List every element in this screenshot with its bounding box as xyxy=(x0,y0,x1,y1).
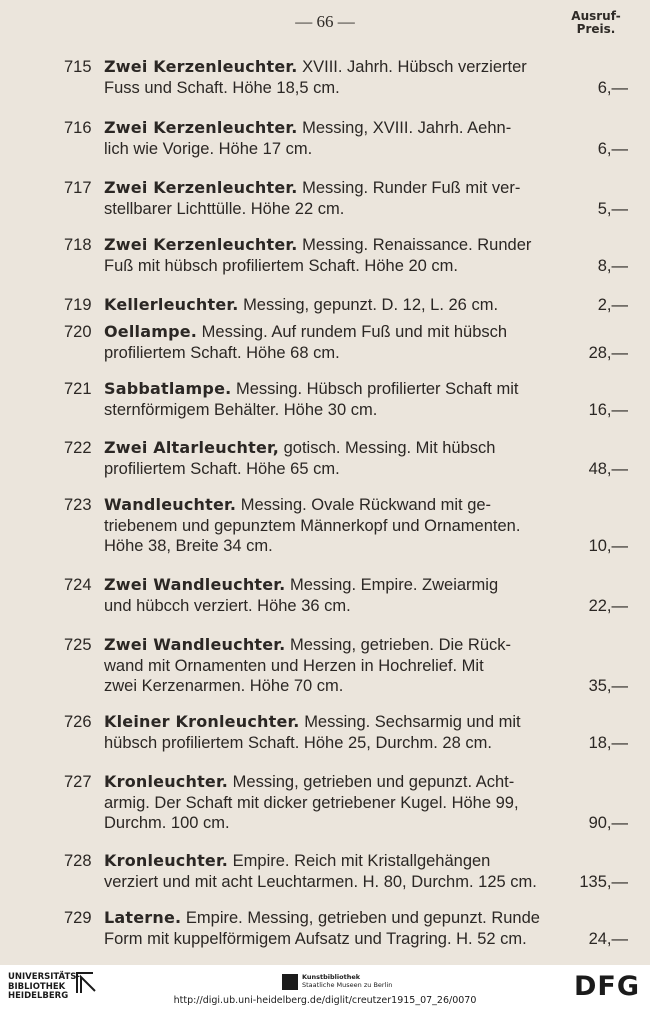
page-header xyxy=(0,10,650,50)
entry-title: Kellerleuchter. xyxy=(104,295,239,314)
entry-price: 35,— xyxy=(588,677,628,695)
entry-text-line: Fuss und Schaft. Höhe 18,5 cm. xyxy=(104,78,340,97)
kunstbibliothek-logo-icon xyxy=(282,974,298,990)
entry-title: Zwei Kerzenleuchter. xyxy=(104,118,298,137)
entry-price: 8,— xyxy=(597,256,628,275)
entry-price: 28,— xyxy=(588,343,628,362)
entry-number: 720 xyxy=(64,323,92,341)
entry-text-line: Empire. Messing, getrieben und gepunzt. Runde xyxy=(185,909,540,927)
entry-title: Oellampe. xyxy=(104,322,198,341)
entry-text-line: Höhe 38, Breite 34 cm. xyxy=(104,537,273,555)
entry-text-line: Messing. Runder Fuß mit ver- xyxy=(302,179,521,197)
entry-title: Zwei Kerzenleuchter. xyxy=(104,57,298,76)
entry-number: 727 xyxy=(64,773,92,791)
entry-title: Zwei Wandleuchter. xyxy=(104,635,286,654)
entry-description xyxy=(104,495,586,557)
entry-title: Wandleuchter. xyxy=(104,495,237,514)
entry-number: 726 xyxy=(64,713,92,731)
entry-description xyxy=(104,322,586,363)
entry-text-line: Messing, XVIII. Jahrh. Aehn- xyxy=(302,119,512,137)
entry-text-line: Messing. Sechsarmig und mit xyxy=(304,713,521,731)
entry-text-line: Messing, getrieben. Die Rück- xyxy=(290,636,512,654)
entry-text-line: profiliertem Schaft. Höhe 65 cm. xyxy=(104,459,340,478)
kunstbibliothek-label: Kunstbibliothek Staatliche Museen zu Berlin xyxy=(302,973,393,989)
entry-text-line: profiliertem Schaft. Höhe 68 cm. xyxy=(104,343,340,362)
entry-price: 10,— xyxy=(588,537,628,555)
entry-price: 6,— xyxy=(597,78,628,97)
entry-price: 18,— xyxy=(588,733,628,752)
entry-number: 721 xyxy=(64,380,92,398)
entry-price: 90,— xyxy=(588,814,628,832)
dfg-logo: DFG xyxy=(573,971,640,1002)
entry-description xyxy=(104,908,586,949)
entry-number: 722 xyxy=(64,439,92,457)
entry-text-line: lich wie Vorige. Höhe 17 cm. xyxy=(104,139,313,158)
entry-text-line: und hübcch verziert. Höhe 36 cm. xyxy=(104,596,351,615)
entry-number: 728 xyxy=(64,852,92,870)
entry-text-line: triebenem und gepunztem Männerkopf und Ornamenten. xyxy=(104,516,521,535)
entry-price: 2,— xyxy=(597,296,628,314)
entry-description xyxy=(104,295,586,316)
entry-number: 716 xyxy=(64,119,92,137)
entry-text-line: verziert und mit acht Leuchtarmen. H. 80, Durchm. 125 cm. xyxy=(104,872,537,891)
entry-text-line: hübsch profiliertem Schaft. Höhe 25, Durchm. 28 cm. xyxy=(104,733,492,752)
entry-number: 718 xyxy=(64,236,92,254)
entry-price: 48,— xyxy=(588,459,628,478)
entry-title: Laterne. xyxy=(104,908,182,927)
entry-number: 717 xyxy=(64,179,92,197)
entry-description xyxy=(104,57,586,98)
entry-description xyxy=(104,772,586,834)
entry-text-line: XVIII. Jahrh. Hübsch verzierter xyxy=(302,58,527,76)
entry-text-line: Messing, getrieben und gepunzt. Acht- xyxy=(232,773,515,791)
entry-title: Kronleuchter. xyxy=(104,851,229,870)
entry-price: 22,— xyxy=(588,596,628,615)
entry-title: Zwei Wandleuchter. xyxy=(104,575,286,594)
entry-description xyxy=(104,851,586,892)
entry-text-line: zwei Kerzenarmen. Höhe 70 cm. xyxy=(104,677,344,695)
entry-text-line: Empire. Reich mit Kristallgehängen xyxy=(232,852,491,870)
heidelberg-library-logo: UNIVERSITÄTS- BIBLIOTHEK HEIDELBERG xyxy=(8,972,80,1001)
entry-text-line: stellbarer Lichttülle. Höhe 22 cm. xyxy=(104,199,345,218)
entry-text-line: Messing, gepunzt. D. 12, L. 26 cm. xyxy=(243,296,499,314)
entry-text-line: Messing. Auf rundem Fuß und mit hübsch xyxy=(201,323,508,341)
entry-text-line: Messing. Renaissance. Runder xyxy=(302,236,532,254)
entry-description xyxy=(104,178,586,219)
entry-title: Kleiner Kronleuchter. xyxy=(104,712,300,731)
entry-text-line: sternförmigem Behälter. Höhe 30 cm. xyxy=(104,400,378,419)
entry-description xyxy=(104,712,586,753)
entry-number: 719 xyxy=(64,296,92,314)
price-column-heading: Ausruf- Preis. xyxy=(571,9,621,36)
entry-price: 16,— xyxy=(588,400,628,419)
entry-text-line: Messing. Ovale Rückwand mit ge- xyxy=(240,496,492,514)
entry-number: 723 xyxy=(64,496,92,514)
entry-title: Kronleuchter. xyxy=(104,772,229,791)
page-number: — 66 — xyxy=(295,12,355,31)
entry-description xyxy=(104,635,586,697)
entry-text-line: Fuß mit hübsch profiliertem Schaft. Höhe 20 cm. xyxy=(104,256,458,275)
entry-title: Sabbatlampe. xyxy=(104,379,232,398)
entry-title: Zwei Kerzenleuchter. xyxy=(104,178,298,197)
entry-number: 715 xyxy=(64,58,92,76)
entry-text-line: Form mit kuppelförmigem Aufsatz und Tragring. H. 52 cm. xyxy=(104,929,527,948)
entry-description xyxy=(104,118,586,159)
entry-price: 24,— xyxy=(588,929,628,948)
entry-price: 6,— xyxy=(597,139,628,158)
entry-number: 724 xyxy=(64,576,92,594)
entry-description xyxy=(104,575,586,616)
entry-number: 729 xyxy=(64,909,92,927)
entry-text-line: Messing. Hübsch profilierter Schaft mit xyxy=(236,380,519,398)
entry-price: 5,— xyxy=(597,199,628,218)
entry-text-line: gotisch. Messing. Mit hübsch xyxy=(283,439,496,457)
entry-text-line: wand mit Ornamenten und Herzen in Hochrelief. Mit xyxy=(104,656,484,675)
entry-number: 725 xyxy=(64,636,92,654)
entry-price: 135,— xyxy=(579,872,628,891)
entry-text-line: Messing. Empire. Zweiarmig xyxy=(290,576,499,594)
entry-description xyxy=(104,379,586,420)
entry-title: Zwei Kerzenleuchter. xyxy=(104,235,298,254)
heidelberg-emblem-icon xyxy=(75,971,97,995)
footer-bar xyxy=(0,965,650,1010)
entry-text-line: Durchm. 100 cm. xyxy=(104,814,230,832)
entry-description xyxy=(104,235,586,276)
entry-title: Zwei Altarleuchter, xyxy=(104,438,280,457)
source-url[interactable]: http://digi.ub.uni-heidelberg.de/diglit/creutzer1915_07_26/0070 xyxy=(173,995,477,1006)
entry-description xyxy=(104,438,586,479)
entry-text-line: armig. Der Schaft mit dicker getriebener Kugel. Höhe 99, xyxy=(104,793,519,812)
